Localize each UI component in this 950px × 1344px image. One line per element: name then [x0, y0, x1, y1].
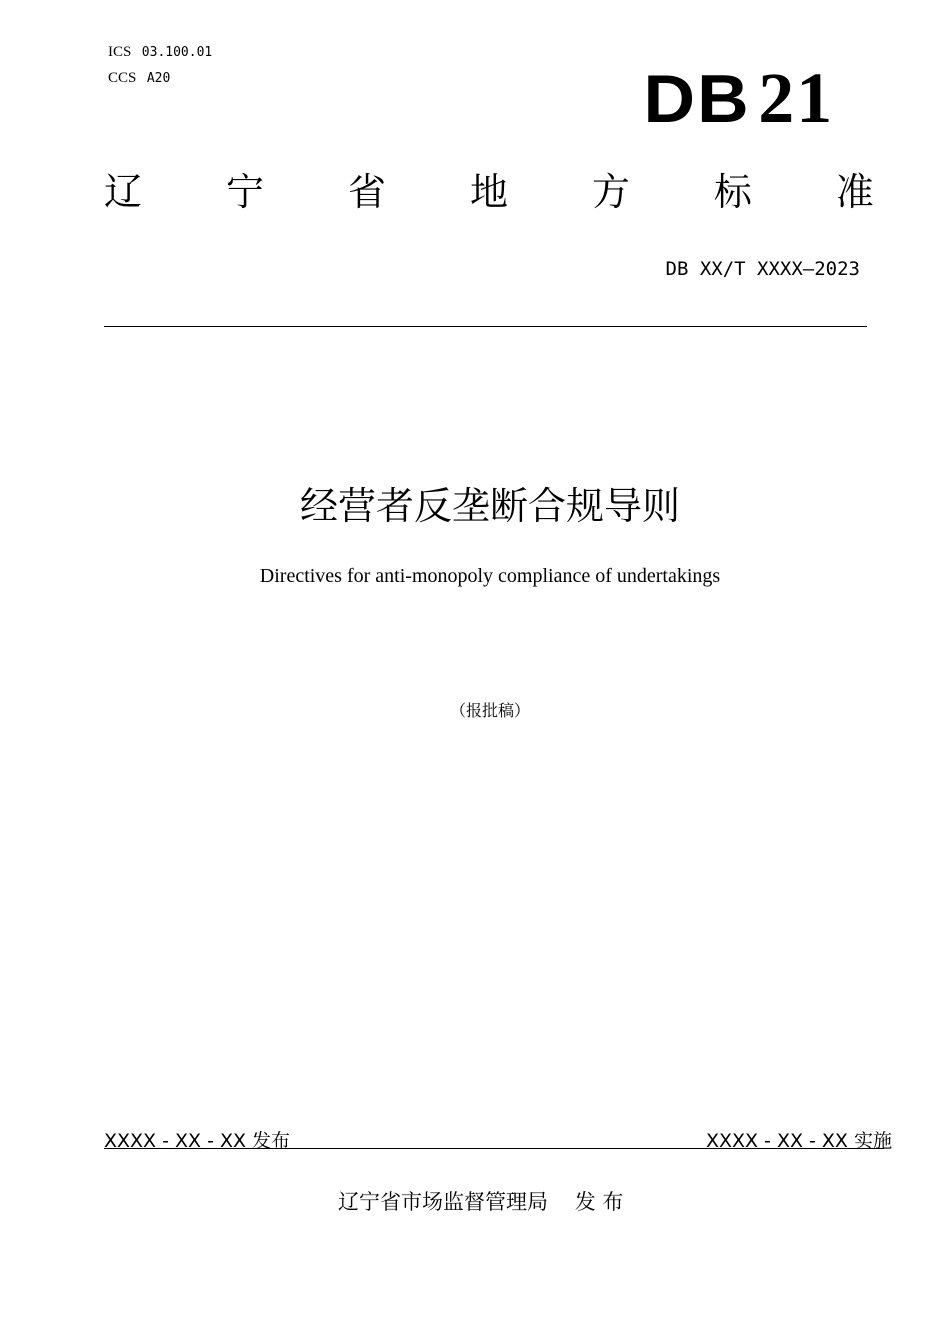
ics-label: ICS — [108, 44, 132, 60]
logo-db: DB — [643, 61, 751, 137]
standard-type-char: 辽 — [104, 170, 143, 214]
implement-date: XXXX - XX - XX 实施 — [705, 1130, 892, 1152]
standard-type-char: 宁 — [225, 170, 264, 214]
publisher: 辽宁省市场监督管理局 发 布 — [338, 1190, 624, 1214]
publish-date: XXXX - XX - XX 发布 — [104, 1130, 291, 1152]
db21-logo — [643, 58, 866, 138]
bottom-divider — [104, 1148, 884, 1149]
standard-type-char: 省 — [347, 170, 386, 214]
ccs-label: CCS — [108, 70, 137, 86]
standard-type-char: 准 — [835, 170, 874, 214]
title-english: Directives for anti-monopoly compliance of undertakings — [259, 565, 721, 587]
standard-type-char: 方 — [591, 170, 630, 214]
standard-number: DB XX/T XXXX—2023 — [665, 258, 860, 280]
standard-type-char: 地 — [469, 170, 508, 214]
ccs-value: A20 — [146, 71, 171, 86]
logo-number: 21 — [758, 58, 835, 138]
ics-row — [108, 44, 212, 61]
draft-status: （报批稿） — [449, 701, 530, 720]
standard-type — [104, 168, 874, 216]
top-divider — [104, 326, 867, 327]
standard-type-char: 标 — [713, 170, 752, 214]
ics-value: 03.100.01 — [141, 45, 213, 60]
ccs-row — [108, 70, 170, 87]
title-chinese: 经营者反垄断合规导则 — [299, 484, 680, 528]
